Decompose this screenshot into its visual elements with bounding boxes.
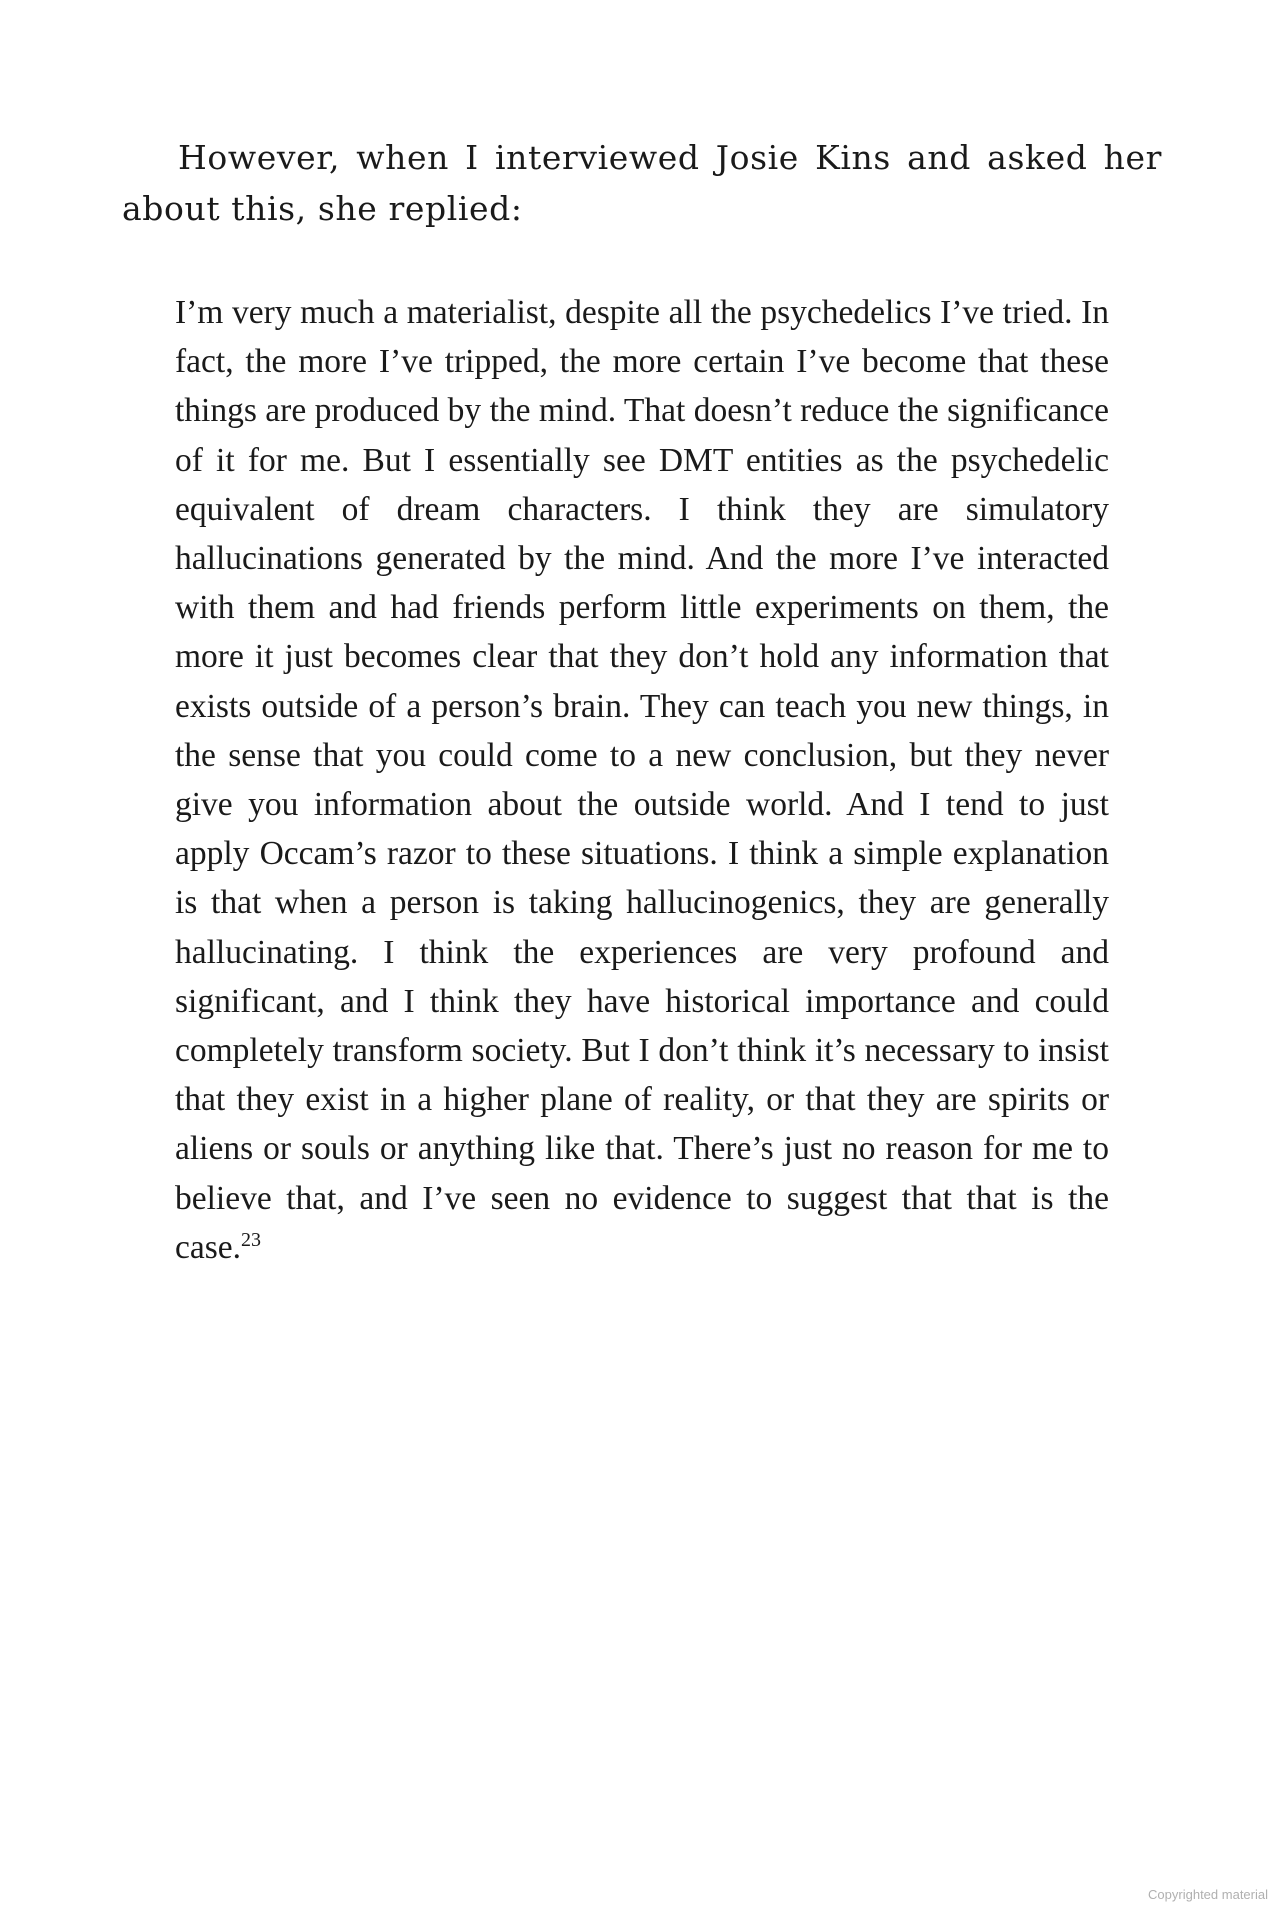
copyright-watermark: Copyrighted material bbox=[1148, 1887, 1268, 1902]
intro-paragraph: However, when I interviewed Josie Kins and asked her about this, she replied: bbox=[122, 138, 1162, 228]
block-quote-text: I’m very much a materialist, despite all the psychedelics I’ve tried. In fact, the more I’ve tripped, the more certain I’ve become that these things are produced by the mind. That doesn’t reduce the significance of it for me. But I essentially see DMT entities as the psychedelic equivalent of dream characters. I think they are simulatory hallucinations generated by the mind. And the more I’ve interacted with them and had friends perform little experiments on them, the more it just becomes clear that they don’t hold any information that exists outside of a person’s brain. They can teach you new things, in the sense that you could come to a new conclusion, but they never give you information about the outside world. And I tend to just apply Occam’s razor to these situations. I think a simple explanation is that when a person is taking hallucinogenics, they are generally hallucinating. I think the experiences are very profound and significant, and I think they have historical importance and could completely transform society. But I don’t think it’s necessary to insist that they exist in a higher plane of reality, or that they are spirits or aliens or souls or anything like that. There’s just no reason for me to believe that, and I’ve seen no evidence to suggest that that is the case. bbox=[175, 294, 1109, 1266]
footnote-marker: 23 bbox=[241, 1228, 262, 1251]
block-quote bbox=[175, 288, 1109, 1272]
